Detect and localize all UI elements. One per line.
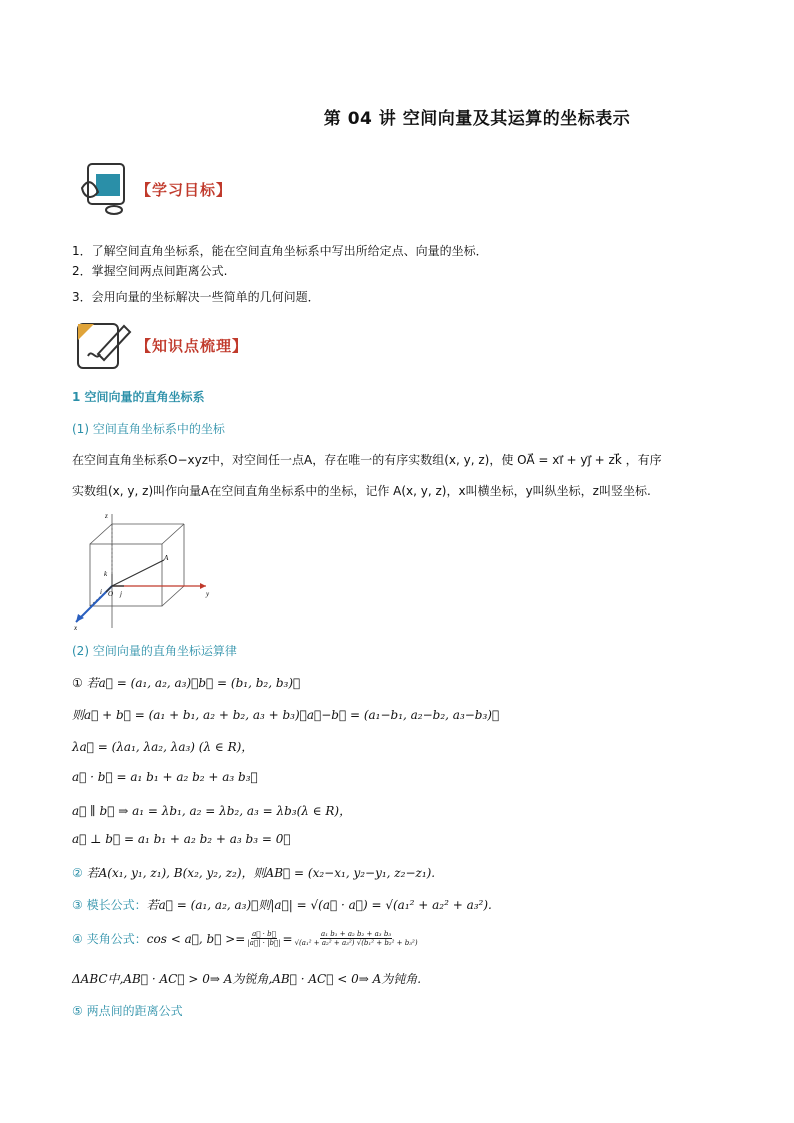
- rule2-number: ②: [72, 866, 83, 880]
- goal-item-3: 3．会用向量的坐标解决一些简单的几何问题．: [72, 290, 320, 304]
- goals-label: 【学习目标】: [136, 180, 233, 199]
- rule5-line: [72, 1002, 183, 1019]
- goals-banner: [74, 160, 232, 218]
- para1-line1: 在空间直角坐标系O−xyz中，对空间任一点A，存在唯一的有序实数组(x, y, z)，使 OA⃗ = xi⃗ + yj⃗ + zk⃗ ，有序: [72, 453, 662, 467]
- i-label: i⃗: [100, 588, 108, 596]
- point-a-label: A: [164, 554, 169, 562]
- coordinate-system-figure: [72, 510, 216, 630]
- rule2-line: [72, 864, 435, 881]
- rule3-label: 模长公式：: [86, 898, 147, 912]
- subheading-operations: (2) 空间向量的直角坐标运算律: [72, 644, 237, 658]
- rule3-line: [72, 896, 492, 913]
- rule4-lhs: cos < a⃗, b⃗ >=: [146, 931, 246, 946]
- notebook-pencil-icon: [74, 318, 132, 372]
- rule4-label: 夹角公式：: [86, 932, 147, 946]
- rule3-text: 若a⃗ = (a₁, a₂, a₃)，则|a⃗| = √(a⃗ · a⃗) = √(a₁² + a₂² + a₃²).: [146, 898, 492, 912]
- goal-item-1: 1．了解空间直角坐标系，能在空间直角坐标系中写出所给定点、向量的坐标．: [72, 244, 488, 258]
- rule3-number: ③: [72, 898, 83, 912]
- rule4-fraction-2-numerator: a₁ b₁ + a₂ b₂ + a₃ b₃: [321, 930, 392, 938]
- knowledge-label: 【知识点梳理】: [136, 336, 249, 355]
- rule4-fraction-1-numerator: a⃗ · b⃗: [252, 930, 276, 938]
- rule4-fraction-1-denominator: |a⃗| · |b⃗|: [247, 939, 281, 947]
- rule5-text: 两点间的距离公式: [86, 1004, 183, 1018]
- knowledge-banner: [74, 318, 248, 372]
- rule1-parallel: a⃗ ∥ b⃗ ⇒ a₁ = λb₁, a₂ = λb₂, a₃ = λb₃(λ ∈ R)，: [72, 804, 352, 818]
- rule1-dot-product: a⃗ · b⃗ = a₁ b₁ + a₂ b₂ + a₃ b₃，: [72, 770, 258, 784]
- rule1-scalar: λa⃗ = (λa₁, λa₂, λa₃) (λ ∈ R)，: [72, 740, 254, 754]
- rule4-number: ④: [72, 931, 83, 946]
- origin-label: O: [108, 590, 114, 598]
- rule1-perpendicular: a⃗ ⊥ b⃗ = a₁ b₁ + a₂ b₂ + a₃ b₃ = 0，: [72, 832, 291, 846]
- z-axis-label: z: [105, 512, 108, 520]
- goal-item-2: 2．掌握空间两点间距离公式.: [72, 264, 228, 278]
- scroll-quill-icon: [74, 160, 136, 218]
- j-label: j⃗: [120, 590, 128, 598]
- rule4-fraction-1: [247, 930, 280, 947]
- rule5-number: ⑤: [72, 1004, 83, 1018]
- rule1-line: [72, 674, 300, 691]
- rule2-text: 若A(x₁, y₁, z₁), B(x₂, y₂, z₂)，则AB⃗ = (x₂−x₁, y₂−y₁, z₂−z₁).: [86, 866, 436, 880]
- page-title: 第 04 讲 空间向量及其运算的坐标表示: [323, 109, 631, 129]
- rule1-number: ①: [72, 676, 83, 690]
- para1-line2: 实数组(x, y, z)叫作向量A在空间直角坐标系中的坐标，记作 A(x, y, z)，x叫横坐标，y叫纵坐标，z叫竖坐标.: [72, 484, 651, 498]
- knowledge-heading: 1 空间向量的直角坐标系: [72, 390, 205, 404]
- rule1-addition: 则a⃗ + b⃗ = (a₁ + b₁, a₂ + b₂, a₃ + b₃)，a⃗−b⃗ = (a₁−b₁, a₂−b₂, a₃−b₃)，: [72, 708, 500, 722]
- subheading-coordinates: (1) 空间直角坐标系中的坐标: [72, 422, 225, 436]
- k-label: k⃗: [104, 570, 113, 578]
- rule4-line: ④ 夹角公式： cos < a⃗, b⃗ >= $\frac{a⃗ \cdot b⃗}{|a⃗| \cdot |b⃗|}$ = $\frac{\text{a₁ b₁ + a₂ b₂ + a₃ b₃}}{\text{√(a₁² + a₂² + a₃²) √(b₁² + b₂² + b₃²)}}$: [72, 930, 418, 947]
- y-axis-label: y: [206, 590, 210, 598]
- rule4-fraction-2: [295, 930, 418, 947]
- rule4-fraction-2-denominator: √(a₁² + a₂² + a₃²) √(b₁² + b₂² + b₃²): [294, 939, 418, 947]
- rule1-text: 若a⃗ = (a₁, a₂, a₃)，b⃗ = (b₁, b₂, b₃)，: [86, 676, 301, 690]
- x-axis-label: x: [74, 624, 78, 630]
- rule4-note: ΔABC中,AB⃗ · AC⃗ > 0⇒ A为锐角,AB⃗ · AC⃗ < 0⇒ A为钝角.: [72, 972, 422, 986]
